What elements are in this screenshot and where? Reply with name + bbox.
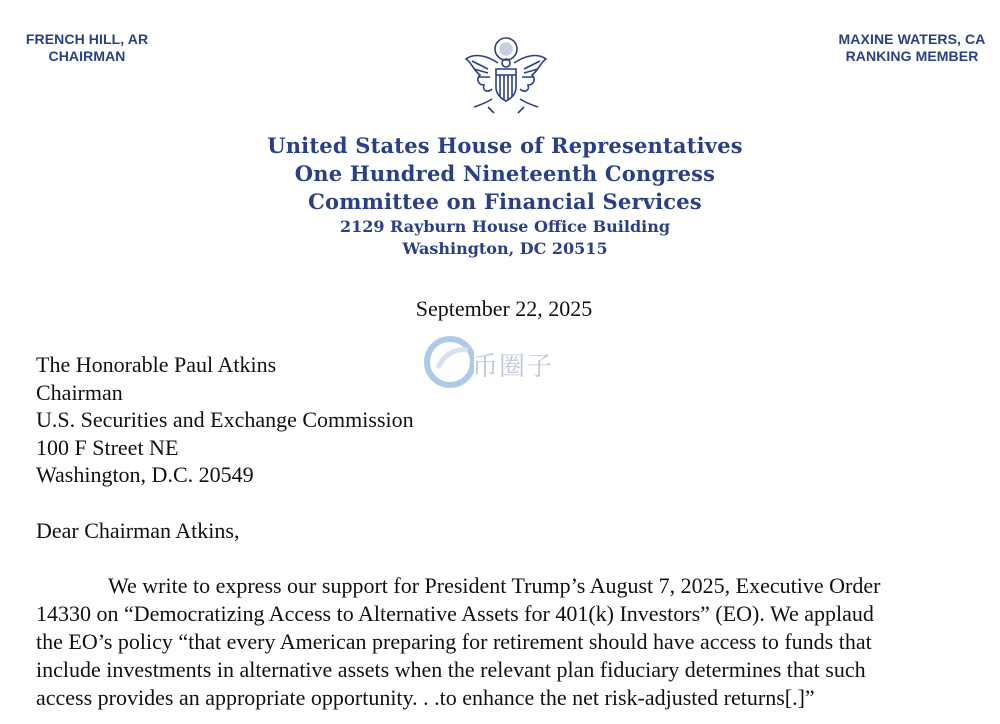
watermark-text: 币圈子: [472, 352, 554, 382]
letter-date: September 22, 2025: [415, 296, 593, 321]
ranking-member-name: MAXINE WATERS, CA: [838, 31, 986, 47]
committee-name: Committee on Financial Services: [308, 189, 702, 214]
ranking-member-title: RANKING MEMBER: [845, 48, 979, 64]
paragraph-line: the EO’s policy “that every American preparing for retirement should have access to funds that: [36, 629, 872, 654]
us-great-seal-icon: [458, 33, 554, 119]
address-line: Chairman: [36, 379, 123, 405]
office-city: Washington, DC 20515: [402, 239, 608, 258]
address-line: 100 F Street NE: [36, 434, 179, 460]
paragraph-line: access provides an appropriate opportunity. . .to enhance the net risk-adjusted returns[.]”: [36, 685, 815, 710]
committee-letterhead: [250, 132, 760, 260]
salutation: Dear Chairman Atkins,: [36, 518, 240, 543]
congress-name: One Hundred Nineteenth Congress: [294, 161, 716, 186]
paragraph-line: 14330 on “Democratizing Access to Alternative Assets for 401(k) Investors” (EO). We applaud: [36, 601, 874, 626]
address-line: The Honorable Paul Atkins: [36, 352, 277, 377]
address-line: Washington, D.C. 20549: [36, 462, 254, 488]
chairman-name: FRENCH HILL, AR: [25, 31, 149, 47]
coin-logo-icon: [424, 334, 474, 390]
ranking-member-block: [832, 31, 992, 65]
watermark: [424, 334, 584, 390]
chairman-block: [22, 31, 152, 65]
chairman-title: CHAIRMAN: [48, 48, 126, 64]
recipient-address: [36, 351, 414, 489]
address-line: U.S. Securities and Exchange Commission: [36, 407, 414, 433]
house-name: United States House of Representatives: [267, 133, 743, 158]
body-paragraph: [36, 572, 962, 712]
paragraph-line: We write to express our support for President Trump’s August 7, 2025, Executive Order: [108, 573, 881, 598]
paragraph-line: include investments in alternative assets when the relevant plan fiduciary determines that such: [36, 657, 866, 682]
office-building: 2129 Rayburn House Office Building: [339, 217, 671, 236]
